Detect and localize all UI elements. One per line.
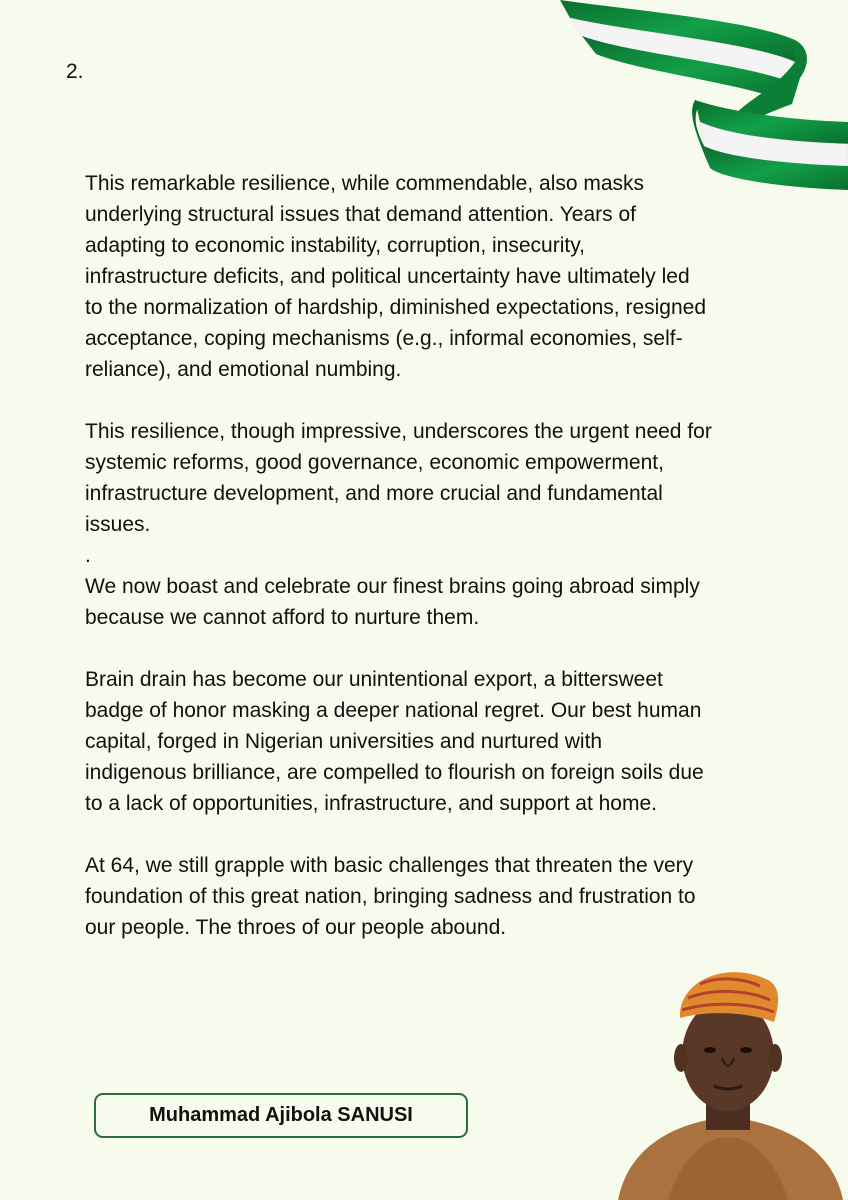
author-name: Muhammad Ajibola SANUSI bbox=[149, 1104, 413, 1126]
paragraph-resilience-reforms: This resilience, though impressive, underscores the urgent need for systemic reforms, good governance, economic empowerment, infrastructure development, and more crucial and fundamental issues. bbox=[85, 420, 712, 536]
paragraph-resilience-masks: This remarkable resilience, while commendable, also masks underlying structural issues that demand attention. Years of adapting to economic instability, corruption, insecurity, infrastructure deficits, and political uncertainty have ultimately led to the normalization of hardship, diminished expectations, resigned acceptance, coping mechanisms (e.g., informal economies, self- reliance), and emotional numbing. bbox=[85, 172, 707, 381]
paragraph-at-64: At 64, we still grapple with basic challenges that threaten the very foundation of this great nation, bringing sadness and frustration to our people. The throes of our people abound. bbox=[85, 854, 696, 939]
paragraph-finest-brains: We now boast and celebrate our finest brains going abroad simply because we cannot afford to nurture them. bbox=[85, 575, 700, 629]
author-portrait bbox=[608, 950, 848, 1200]
paragraph-separator-dot: . bbox=[85, 544, 91, 567]
author-name-badge bbox=[94, 1093, 468, 1138]
article-body bbox=[85, 168, 775, 974]
paragraph-brain-drain: Brain drain has become our unintentional export, a bittersweet badge of honor masking a deeper national regret. Our best human capital, forged in Nigerian universities and nurtured with indigenous brilliance, are compelled to flourish on foreign soils due to a lack of opportunities, infrastructure, and support at home. bbox=[85, 668, 704, 815]
page-number: 2. bbox=[66, 60, 84, 83]
